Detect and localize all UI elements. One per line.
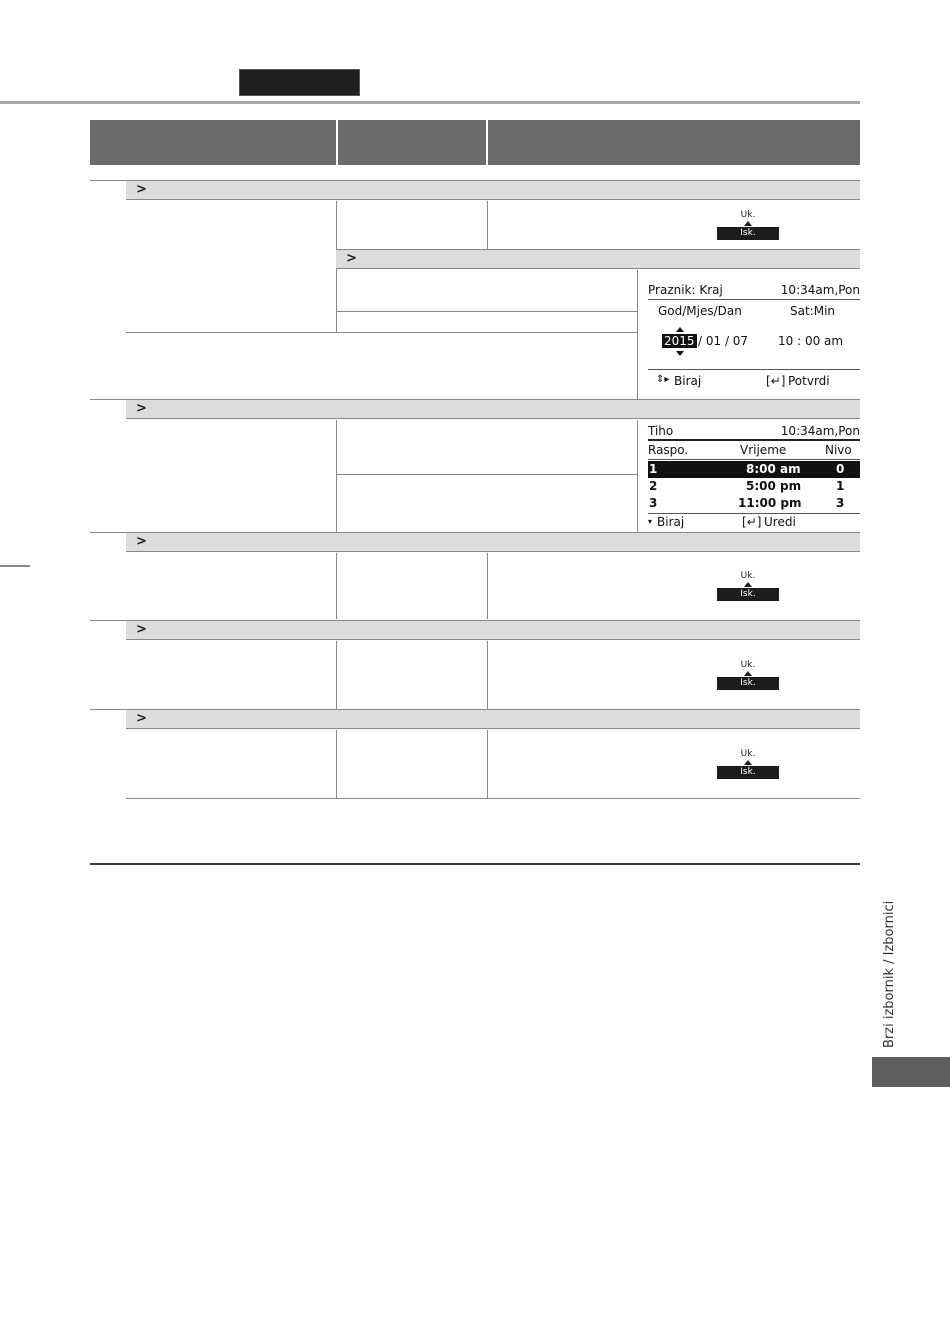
left-margin-tab (0, 565, 30, 567)
select-hint: Biraj (657, 515, 685, 529)
table-bottom-rule (90, 863, 860, 865)
screen-title: Praznik: Kraj (648, 283, 723, 297)
screen-clock: 10:34am,Pon (780, 424, 860, 438)
col-divider (487, 553, 488, 619)
arrow-down-icon[interactable] (676, 351, 684, 356)
toggle-switch-4[interactable] (717, 660, 779, 690)
row-divider (126, 798, 860, 799)
section-divider (90, 620, 126, 621)
row-divider (336, 311, 637, 312)
row-3-level[interactable]: 3 (836, 496, 845, 510)
screen-divider (648, 459, 860, 460)
col-divider (637, 420, 638, 532)
year-field[interactable]: 2015 (664, 334, 695, 348)
screen-divider (648, 299, 860, 300)
time-field[interactable]: 10 : 00 am (778, 334, 844, 348)
triangle-up-icon (744, 671, 752, 676)
row-2-num[interactable]: 2 (649, 479, 658, 493)
section-bar-4 (126, 620, 860, 640)
section-bar-3 (126, 532, 860, 552)
col-divider (336, 641, 337, 709)
triangle-up-icon (744, 760, 752, 765)
table-header-col-1 (90, 120, 336, 165)
section-divider (90, 399, 126, 400)
section-divider (90, 532, 126, 533)
chevron-right-icon: > (136, 534, 147, 549)
month-day-field[interactable]: / 01 / 07 (698, 334, 749, 348)
edit-hint: Uredi (764, 515, 796, 529)
section-divider (90, 709, 126, 710)
toggle-on-label: Uk. (740, 660, 756, 670)
row-3-num[interactable]: 3 (649, 496, 658, 510)
screen-clock: 10:34am,Pon (780, 283, 860, 297)
table-header-col-3 (488, 120, 860, 165)
screen-divider (648, 369, 860, 370)
time-label: Sat:Min (790, 304, 836, 318)
toggle-on-label: Uk. (740, 749, 756, 759)
arrow-up-icon[interactable] (676, 327, 684, 332)
col-divider (487, 641, 488, 709)
toggle-off-label: Isk. (717, 677, 779, 690)
screen-title: Tiho (648, 424, 674, 438)
toggle-off-label: Isk. (717, 588, 779, 601)
chevron-right-icon: > (346, 251, 357, 266)
row-divider (126, 332, 637, 333)
col-divider (336, 420, 337, 532)
select-arrows-icon: ⇕▸ (656, 374, 670, 385)
screen-divider (648, 439, 860, 441)
sub-section-bar (336, 249, 860, 269)
section-bar-1 (126, 180, 860, 200)
toggle-switch-3[interactable] (717, 571, 779, 601)
sidebar-chapter-tab (872, 1057, 950, 1087)
screen-divider (648, 513, 860, 514)
toggle-off-label: Isk. (717, 227, 779, 240)
row-1-num[interactable]: 1 (649, 462, 658, 476)
section-bar-5 (126, 709, 860, 729)
sidebar-vertical-label: Brzi izbornik / Izbornici (882, 900, 897, 1048)
chapter-header-box (239, 69, 360, 96)
toggle-on-label: Uk. (740, 210, 756, 220)
col-header-schedule: Raspo. (648, 443, 689, 457)
toggle-on-label: Uk. (740, 571, 756, 581)
toggle-switch-1[interactable] (717, 210, 779, 240)
select-hint: Biraj (674, 374, 702, 388)
col-header-level: Nivo (825, 443, 852, 457)
col-header-time: Vrijeme (740, 443, 787, 457)
row-2-level[interactable]: 1 (836, 479, 845, 493)
section-bar-2 (126, 399, 860, 419)
holiday-end-screen (648, 280, 860, 392)
table-header-col-2 (338, 120, 486, 165)
row-divider (336, 474, 637, 475)
col-divider (336, 730, 337, 798)
triangle-up-icon (744, 582, 752, 587)
section-divider (90, 180, 126, 181)
toggle-off-label: Isk. (717, 766, 779, 779)
chevron-right-icon: > (136, 182, 147, 197)
header-rule (0, 101, 860, 104)
row-1-level[interactable]: 0 (836, 462, 845, 476)
confirm-hint: Potvrdi (788, 374, 830, 388)
chevron-right-icon: > (136, 711, 147, 726)
chevron-right-icon: > (136, 401, 147, 416)
quiet-schedule-screen (648, 422, 860, 530)
arrow-down-icon: ▾ (648, 517, 653, 526)
col-divider (487, 730, 488, 798)
row-2-time[interactable]: 5:00 pm (746, 479, 802, 493)
row-3-time[interactable]: 11:00 pm (738, 496, 802, 510)
col-divider (487, 201, 488, 249)
date-label: God/Mjes/Dan (658, 304, 742, 318)
row-1-time[interactable]: 8:00 am (746, 462, 801, 476)
enter-key-icon: [↵] (742, 515, 762, 529)
enter-key-icon: [↵] (766, 374, 786, 388)
toggle-switch-5[interactable] (717, 749, 779, 779)
chevron-right-icon: > (136, 622, 147, 637)
triangle-up-icon (744, 221, 752, 226)
col-divider (637, 270, 638, 399)
col-divider (336, 553, 337, 619)
